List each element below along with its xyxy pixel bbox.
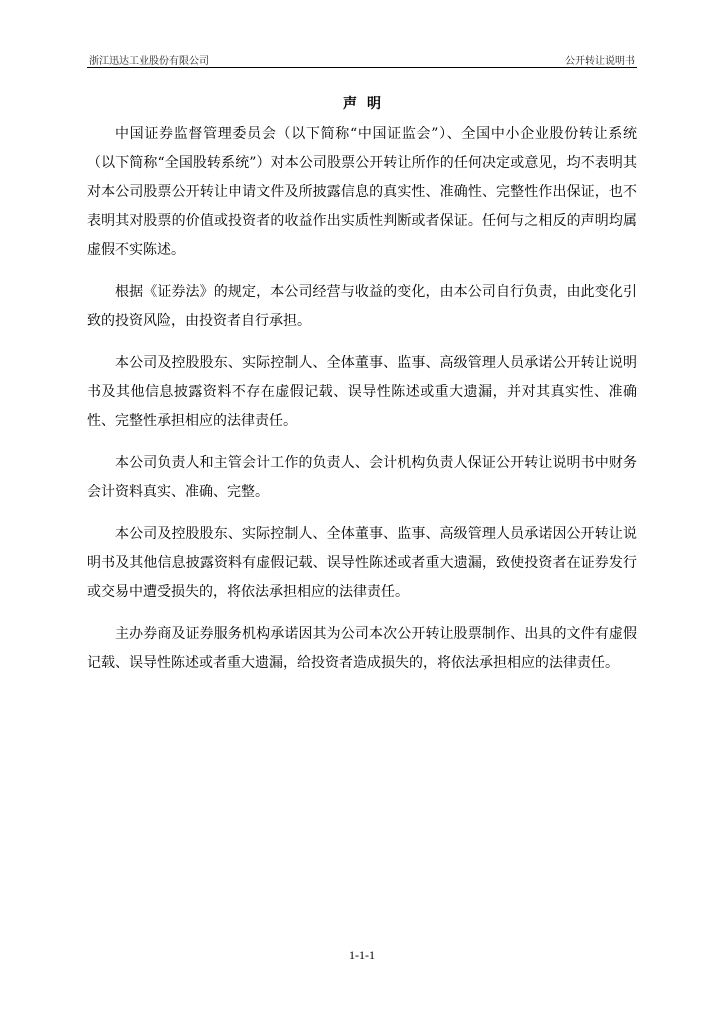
page-number: 1-1-1 bbox=[349, 948, 375, 962]
paragraph: 中国证券监督管理委员会（以下简称“中国证监会”）、全国中小企业股份转让系统（以下简称“全国股转系统”）对本公司股票公开转让所作的任何决定或意见，均不表明其对本公司股票公开转让申请文件及所披露信息的真实性、准确性、完整性作出保证，也不表明其对股票的价值或投资者的收益作出实质性判断或者保证。任何与之相反的声明均属虚假不实陈述。 bbox=[87, 126, 637, 258]
header-company-name: 浙江迅达工业股份有限公司 bbox=[89, 56, 209, 67]
declaration-body bbox=[87, 120, 637, 691]
page-header bbox=[87, 50, 637, 68]
page-title: 声明 bbox=[343, 96, 391, 112]
header-document-name: 公开转让说明书 bbox=[565, 56, 635, 67]
paragraph: 主办券商及证券服务机构承诺因其为公司本次公开转让股票制作、出具的文件有虚假记载、误导性陈述或者重大遗漏，给投资者造成损失的，将依法承担相应的法律责任。 bbox=[87, 626, 637, 671]
paragraph: 本公司及控股股东、实际控制人、全体董事、监事、高级管理人员承诺因公开转让说明书及其他信息披露资料有虚假记载、误导性陈述或者重大遗漏，致使投资者在证券发行或交易中遭受损失的，将依法承担相应的法律责任。 bbox=[87, 526, 637, 600]
paragraph: 根据《证券法》的规定，本公司经营与收益的变化，由本公司自行负责，由此变化引致的投资风险，由投资者自行承担。 bbox=[87, 284, 637, 329]
paragraph: 本公司及控股股东、实际控制人、全体董事、监事、高级管理人员承诺公开转让说明书及其他信息披露资料不存在虚假记载、误导性陈述或重大遗漏，并对其真实性、准确性、完整性承担相应的法律责任。 bbox=[87, 355, 637, 429]
paragraph: 本公司负责人和主管会计工作的负责人、会计机构负责人保证公开转让说明书中财务会计资料真实、准确、完整。 bbox=[87, 455, 637, 500]
